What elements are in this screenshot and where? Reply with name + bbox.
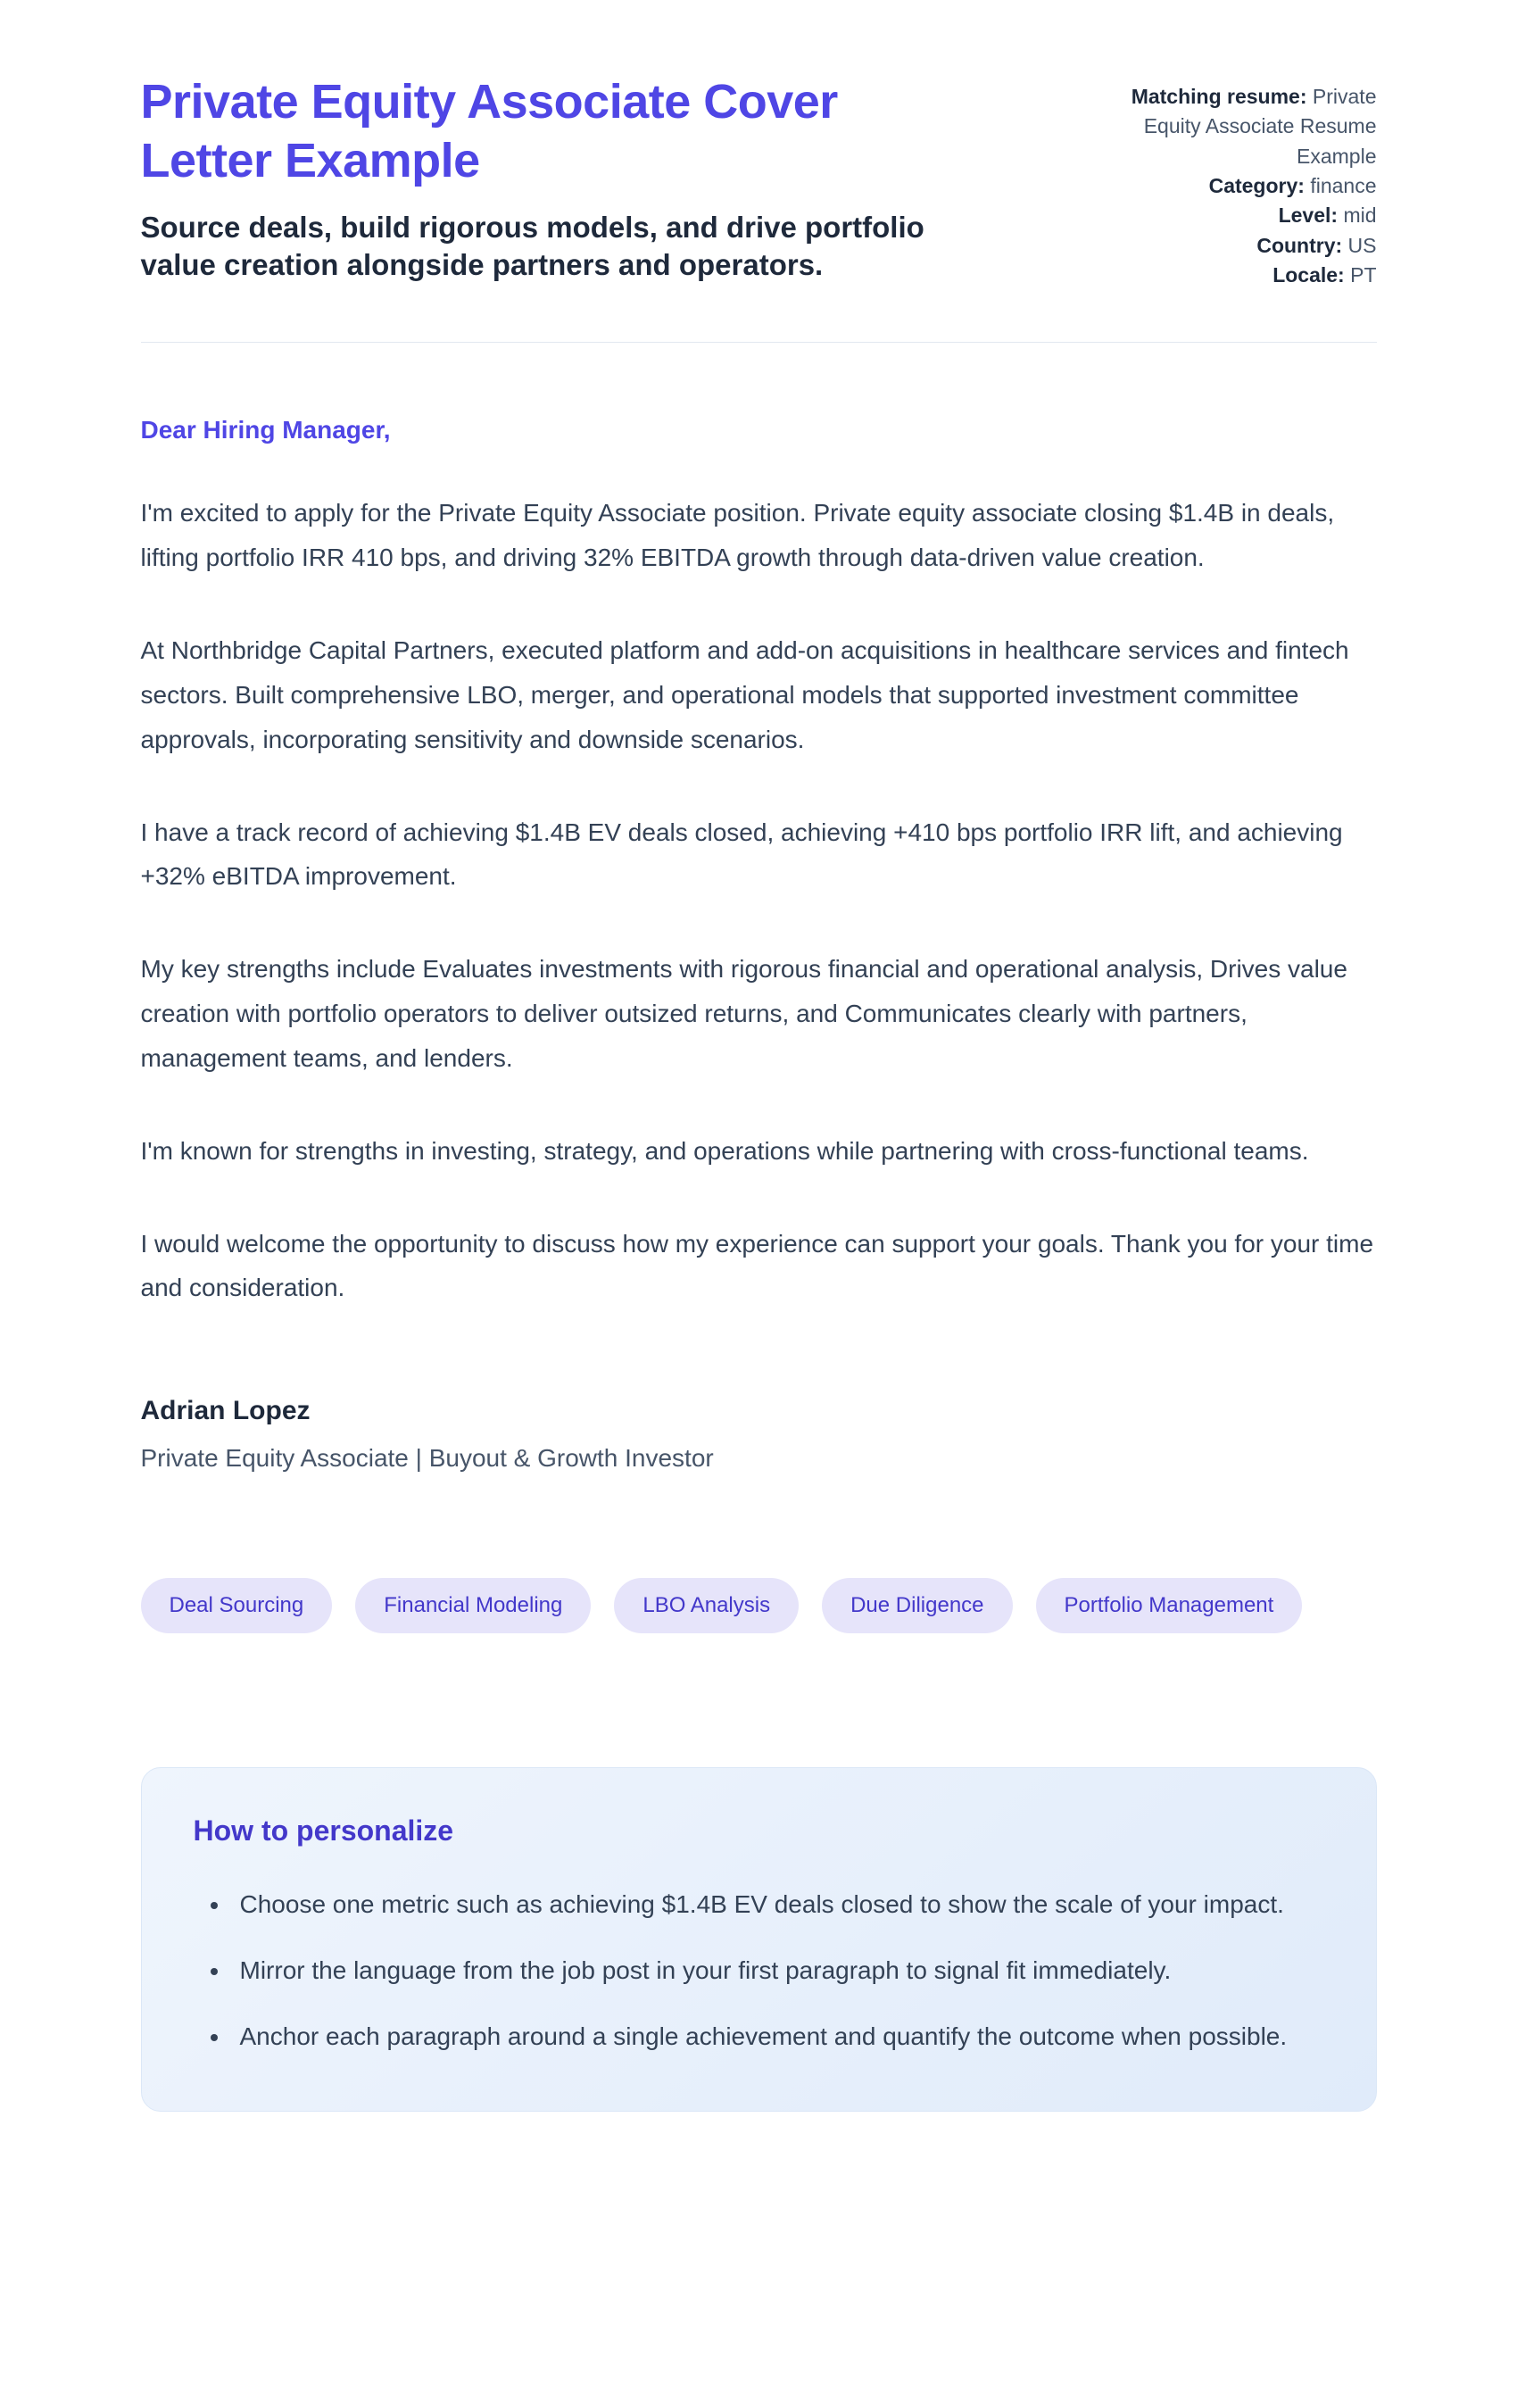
tips-list <box>194 1883 1324 2058</box>
letter-paragraph: I have a track record of achieving $1.4B EV deals closed, achieving +410 bps portfolio IRR lift, and achieving +32% eBITDA improvement. <box>140 818 1343 891</box>
page-container <box>141 0 1377 2237</box>
meta-row-category <box>1078 171 1377 201</box>
meta-value: PT <box>1350 263 1377 287</box>
tag-pill-financial-modeling[interactable]: Financial Modeling <box>355 1578 591 1633</box>
meta-value: finance <box>1310 174 1377 198</box>
page-title: Private Equity Associate Cover Letter Example <box>140 75 838 187</box>
page-header <box>141 73 1377 290</box>
meta-label: Level: <box>1278 203 1339 228</box>
tip-item: • Mirror the language from the job post in your first paragraph to signal fit immediately. <box>231 1949 1320 1992</box>
page-subtitle: Source deals, build rigorous models, and drive portfolio value creation alongside partners and operators. <box>140 210 924 281</box>
meta-value: Private Equity Associate Resume Example <box>1143 85 1377 168</box>
signature-name: Adrian Lopez <box>140 1396 311 1426</box>
meta-label: Locale: <box>1272 263 1345 287</box>
header-title-block <box>141 73 944 284</box>
header-divider <box>141 342 1377 343</box>
signature-block <box>141 1396 1377 1473</box>
meta-row-country <box>1078 231 1377 261</box>
meta-value: US <box>1347 233 1377 257</box>
meta-label: Category: <box>1208 174 1305 198</box>
tips-card-title: How to personalize <box>193 1814 454 1848</box>
letter-paragraph: I'm known for strengths in investing, strategy, and operations while partnering with cross-functional teams. <box>140 1136 1309 1165</box>
meta-row-level <box>1078 201 1377 230</box>
meta-label: Matching resume: <box>1131 85 1307 108</box>
letter-paragraph: My key strengths include Evaluates investments with rigorous financial and operational analysis, Drives value creation with portfolio operators to deliver outsized returns, and Communicates clearly with partners, management teams, and lenders. <box>140 955 1347 1072</box>
letter-paragraph: I'm excited to apply for the Private Equity Associate position. Private equity associate closing $1.4B in deals, lifting portfolio IRR 410 bps, and driving 32% EBITDA growth through data-driven value creation. <box>140 499 1335 572</box>
tip-item: • Choose one metric such as achieving $1.4B EV deals closed to show the scale of your impact. <box>231 1883 1320 1926</box>
tag-pill-lbo-analysis[interactable]: LBO Analysis <box>614 1578 799 1633</box>
meta-label: Country: <box>1256 233 1343 257</box>
tip-item: • Anchor each paragraph around a single achievement and quantify the outcome when possible. <box>231 2015 1320 2058</box>
skill-tags <box>141 1578 1377 1633</box>
letter-paragraph: I would welcome the opportunity to discuss how my experience can support your goals. Thank you for your time and consideration. <box>140 1229 1374 1302</box>
resume-meta <box>1078 73 1377 290</box>
meta-row-matching-resume <box>1078 82 1377 171</box>
cover-letter-body <box>141 416 1377 1473</box>
tag-pill-due-diligence[interactable]: Due Diligence <box>822 1578 1012 1633</box>
tag-pill-portfolio-management[interactable]: Portfolio Management <box>1036 1578 1303 1633</box>
meta-row-locale <box>1078 261 1377 290</box>
meta-value: mid <box>1343 203 1377 228</box>
personalize-tips-card <box>141 1767 1377 2111</box>
letter-paragraph: At Northbridge Capital Partners, executed platform and add-on acquisitions in healthcare services and fintech sectors. Built comprehensive LBO, merger, and operational models that supported investment committee approvals, incorporating sensitivity and downside scenarios. <box>140 636 1349 753</box>
salutation: Dear Hiring Manager, <box>140 416 391 444</box>
tag-pill-deal-sourcing[interactable]: Deal Sourcing <box>141 1578 333 1633</box>
signature-role: Private Equity Associate | Buyout & Growth Investor <box>140 1444 714 1473</box>
